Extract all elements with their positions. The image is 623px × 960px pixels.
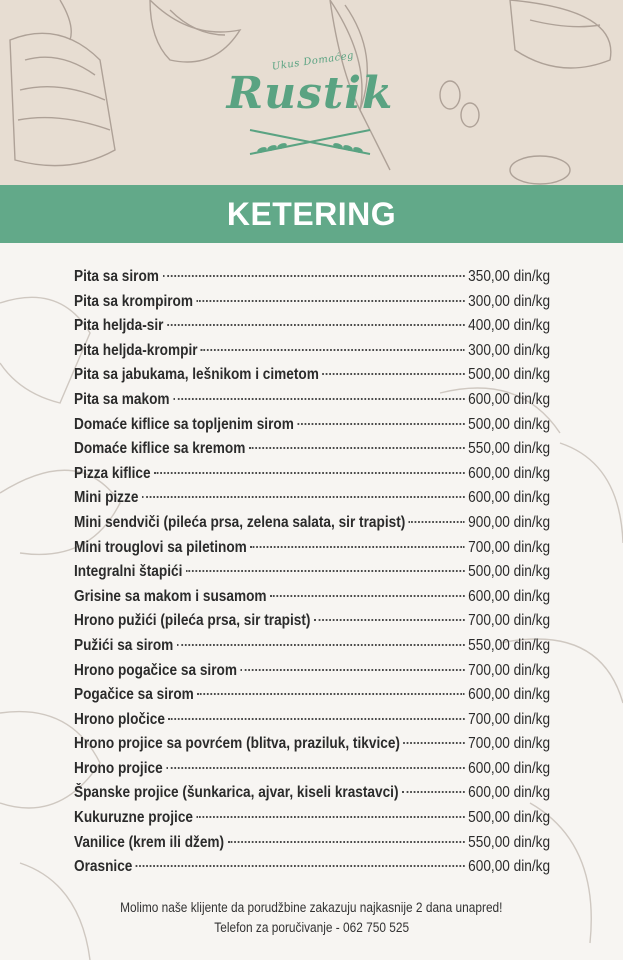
menu-item	[74, 760, 550, 785]
menu-item	[74, 834, 550, 859]
dot-leader	[201, 349, 465, 351]
menu-item-name: Hrono projice	[74, 759, 163, 777]
menu-item	[74, 489, 550, 514]
menu-item	[74, 268, 550, 293]
menu-item-name: Španske projice (šunkarica, ajvar, kiseli krastavci)	[74, 784, 399, 802]
menu-item-name: Pizza kiflice	[74, 464, 151, 482]
menu-item	[74, 711, 550, 736]
menu-item-name: Pita sa krompirom	[74, 292, 194, 310]
menu-item-name: Kukuruzne projice	[74, 809, 193, 827]
menu-item-price: 600,00 din/kg	[468, 686, 551, 704]
menu-item-name: Pita heljda-krompir	[74, 341, 198, 359]
menu-item	[74, 317, 550, 342]
menu-item-price: 500,00 din/kg	[468, 366, 551, 384]
dot-leader	[186, 570, 465, 572]
menu-item-price: 600,00 din/kg	[468, 784, 551, 802]
menu-item	[74, 686, 550, 711]
menu-item-price: 500,00 din/kg	[468, 415, 551, 433]
menu-item	[74, 784, 550, 809]
menu-item	[74, 662, 550, 687]
menu-item	[74, 293, 550, 318]
menu-item-name: Pita sa makom	[74, 390, 170, 408]
dot-leader	[197, 816, 465, 818]
dot-leader	[173, 398, 465, 400]
menu-item	[74, 465, 550, 490]
dot-leader	[228, 841, 465, 843]
menu-item-price: 550,00 din/kg	[468, 833, 551, 851]
section-title: KETERING	[226, 195, 397, 232]
menu-item-name: Hrono pužići (pileća prsa, sir trapist)	[74, 612, 311, 630]
menu-item-price: 400,00 din/kg	[468, 317, 551, 335]
menu-item-name: Domaće kiflice sa kremom	[74, 440, 246, 458]
menu-item-price: 300,00 din/kg	[468, 341, 551, 359]
menu-item	[74, 637, 550, 662]
menu-item-name: Grisine sa makom i susamom	[74, 587, 267, 605]
dot-leader	[162, 275, 464, 277]
menu-item-name: Orasnice	[74, 858, 133, 876]
menu-item	[74, 514, 550, 539]
menu-item	[74, 391, 550, 416]
menu-item-price: 900,00 din/kg	[468, 513, 551, 531]
menu-item-price: 600,00 din/kg	[468, 390, 551, 408]
menu-item-price: 350,00 din/kg	[468, 268, 551, 285]
phone-line: Telefon za poručivanje - 062 750 525	[214, 920, 409, 935]
dot-leader	[197, 693, 464, 695]
menu-item-price: 600,00 din/kg	[468, 489, 551, 507]
menu-item-price: 500,00 din/kg	[468, 809, 551, 827]
menu-item	[74, 612, 550, 637]
dot-leader	[166, 767, 464, 769]
menu-item	[74, 539, 550, 564]
menu-list	[74, 268, 550, 883]
dot-leader	[250, 546, 464, 548]
menu-item-price: 700,00 din/kg	[468, 661, 551, 679]
rustik-logo	[225, 50, 395, 170]
dot-leader	[136, 865, 465, 867]
dot-leader	[409, 521, 465, 523]
dot-leader	[402, 791, 465, 793]
dot-leader	[297, 423, 464, 425]
menu-item-name: Pita heljda-sir	[74, 317, 164, 335]
dot-leader	[197, 300, 465, 302]
menu-item	[74, 809, 550, 834]
menu-item	[74, 416, 550, 441]
menu-item-price: 550,00 din/kg	[468, 636, 551, 654]
dot-leader	[249, 447, 465, 449]
menu-item-price: 300,00 din/kg	[468, 292, 551, 310]
menu-item-price: 700,00 din/kg	[468, 735, 551, 753]
menu-item-price: 700,00 din/kg	[468, 538, 551, 556]
menu-item-name: Pita sa sirom	[74, 268, 159, 285]
menu-item-price: 550,00 din/kg	[468, 440, 551, 458]
menu-item	[74, 563, 550, 588]
menu-item	[74, 366, 550, 391]
dot-leader	[403, 742, 464, 744]
dot-leader	[154, 472, 465, 474]
menu-item-name: Mini sendviči (pileća prsa, zelena salata, sir trapist)	[74, 513, 406, 531]
menu-item-name: Mini trouglovi sa piletinom	[74, 538, 247, 556]
dot-leader	[314, 619, 465, 621]
menu-item	[74, 342, 550, 367]
logo-name: Rustik	[226, 68, 394, 119]
dot-leader	[168, 718, 464, 720]
menu-item-name: Vanilice (krem ili džem)	[74, 833, 225, 851]
dot-leader	[270, 595, 465, 597]
menu-item-name: Hrono pločice	[74, 710, 165, 728]
menu-item-price: 600,00 din/kg	[468, 759, 551, 777]
menu-item-name: Hrono projice sa povrćem (blitva, praziluk, tikvice)	[74, 735, 400, 753]
menu-item-price: 600,00 din/kg	[468, 858, 551, 876]
menu-item	[74, 440, 550, 465]
menu-item-price: 700,00 din/kg	[468, 612, 551, 630]
dot-leader	[322, 373, 464, 375]
menu-item-name: Pužići sa sirom	[74, 636, 174, 654]
dot-leader	[177, 644, 465, 646]
menu-item-name: Pogačice sa sirom	[74, 686, 194, 704]
header	[0, 0, 623, 185]
dot-leader	[142, 496, 465, 498]
menu-item	[74, 858, 550, 883]
dot-leader	[167, 324, 465, 326]
footer	[0, 898, 623, 938]
wheat-icon	[240, 122, 380, 162]
menu-item-price: 500,00 din/kg	[468, 563, 551, 581]
menu-item-name: Integralni štapići	[74, 563, 183, 581]
order-note: Molimo naše klijente da porudžbine zakazuju najkasnije 2 dana unapred!	[120, 900, 503, 915]
menu-item-name: Hrono pogačice sa sirom	[74, 661, 237, 679]
menu-item-name: Mini pizze	[74, 489, 139, 507]
title-band	[0, 185, 623, 243]
menu-item-price: 600,00 din/kg	[468, 464, 551, 482]
menu-item-price: 700,00 din/kg	[468, 710, 551, 728]
menu-item-price: 600,00 din/kg	[468, 587, 551, 605]
dot-leader	[240, 669, 464, 671]
logo-tagline: Ukus Domaćeg	[271, 50, 355, 73]
menu-item	[74, 588, 550, 613]
menu-item	[74, 735, 550, 760]
menu-item-name: Pita sa jabukama, lešnikom i cimetom	[74, 366, 319, 384]
menu-item-name: Domaće kiflice sa topljenim sirom	[74, 415, 294, 433]
